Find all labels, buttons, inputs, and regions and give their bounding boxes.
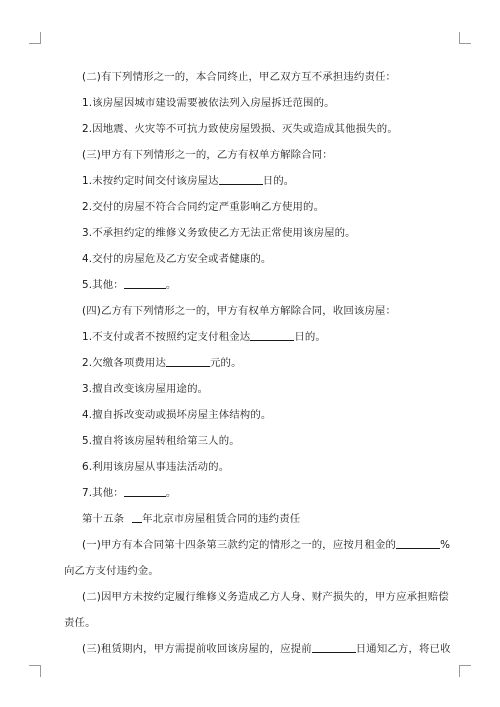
item-text: 。 (165, 279, 177, 291)
item-text: 日的。 (294, 331, 326, 343)
paragraph-item (82, 272, 434, 298)
paragraph-item (82, 324, 434, 350)
paragraph-item (82, 532, 451, 558)
paragraph-item (82, 480, 434, 506)
item-text: 2.欠缴各项费用达 (82, 357, 166, 369)
paragraph-item: 5.擅自将该房屋转租给第三人的。 (82, 435, 240, 447)
paragraph-item: 2.交付的房屋不符合合同约定严重影响乙方使用的。 (82, 201, 325, 213)
item-text: 7.其他： (82, 487, 124, 499)
paragraph-item: 1.该房屋因城市建设需要被依法列入房屋拆迁范围的。 (82, 97, 335, 109)
item-text: 日通知乙方，将已收 (355, 643, 451, 655)
item-text: 5.其他： (82, 279, 124, 291)
item-text: 日的。 (262, 175, 295, 187)
paragraph-item: 3.擅自改变该房屋用途的。 (82, 383, 209, 395)
paragraph-continuation: 责任。 (64, 617, 96, 629)
paragraph-item: 3.不承担约定的维修义务致使乙方无法正常使用该房屋的。 (82, 227, 356, 239)
article-heading (82, 506, 434, 532)
paragraph-item: 6.利用该房屋从事违法活动的。 (82, 461, 230, 473)
document-body (64, 64, 451, 662)
fill-in-blank[interactable] (124, 277, 166, 289)
paragraph-party-b-heading: (四)乙方有下列情形之一的，甲方有权单方解除合同，收回该房屋： (82, 305, 397, 317)
fill-in-blank[interactable] (166, 355, 210, 367)
paragraph-item (82, 168, 434, 194)
article-number: 第十五条 (82, 513, 125, 525)
item-text: (一)甲方有本合同第十四条第三款约定的情形之一的，应按月租金的 (82, 539, 397, 551)
item-text: 元的。 (210, 357, 242, 369)
paragraph-continuation: 向乙方支付违约金。 (64, 565, 159, 577)
fill-in-blank[interactable] (396, 537, 440, 549)
paragraph-party-a-heading: (三)甲方有下列情形之一的，乙方有权单方解除合同： (82, 149, 333, 161)
article-title: 年北京市房屋租赁合同的违约责任 (142, 513, 301, 525)
paragraph-item (82, 350, 434, 376)
crop-mark-bottom-left (29, 665, 41, 677)
fill-in-blank[interactable] (250, 329, 294, 341)
crop-mark-top-right (459, 32, 471, 44)
item-text: 1.不支付或者不按照约定支付租金达 (82, 331, 251, 343)
fill-in-blank[interactable] (132, 511, 142, 523)
item-text: 。 (165, 487, 177, 499)
fill-in-blank[interactable] (124, 485, 166, 497)
paragraph-termination-heading: (二)有下列情形之一的，本合同终止，甲乙双方互不承担违约责任： (82, 71, 397, 83)
fill-in-blank[interactable] (312, 641, 356, 653)
paragraph-item: 4.交付的房屋危及乙方安全或者健康的。 (82, 253, 272, 265)
paragraph-item: (二)因甲方未按约定履行维修义务造成乙方人身、财产损失的，甲方应承担赔偿 (82, 591, 449, 603)
item-text: (三)租赁期内，甲方需提前收回该房屋的，应提前 (82, 643, 312, 655)
crop-mark-bottom-right (459, 665, 471, 677)
item-text: 1.未按约定时间交付该房屋达 (82, 175, 219, 187)
paragraph-item: 4.擅自拆改变动或损坏房屋主体结构的。 (82, 409, 272, 421)
paragraph-item: 2.因地震、火灾等不可抗力致使房屋毁损、灭失或造成其他损失的。 (82, 123, 398, 135)
paragraph-item (82, 636, 451, 662)
fill-in-blank[interactable] (219, 173, 263, 185)
item-text: % (440, 539, 451, 551)
crop-mark-top-left (29, 32, 41, 44)
